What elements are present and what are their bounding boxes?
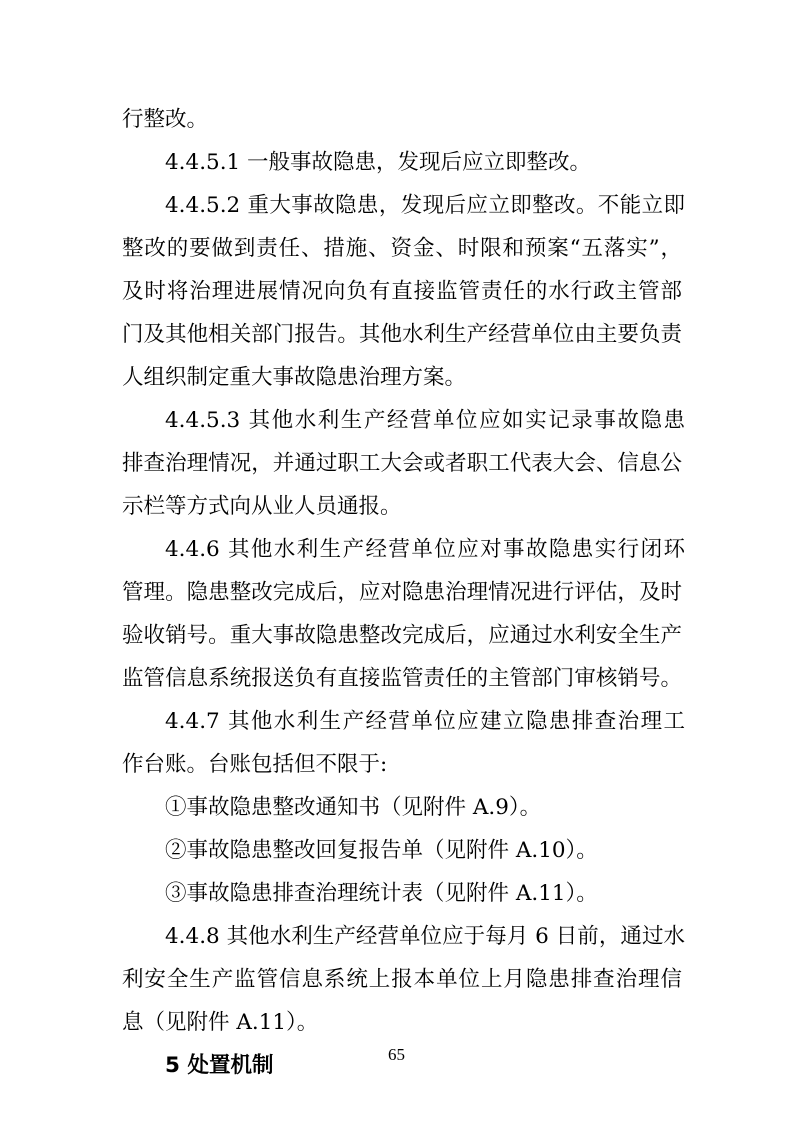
text-line: 管理。隐患整改完成后，应对隐患治理情况进行评估，及时 bbox=[122, 580, 682, 605]
page-number: 65 bbox=[388, 1045, 405, 1064]
text-line: 4.4.5.2 重大事故隐患，发现后应立即整改。不能立即 bbox=[165, 193, 685, 218]
text-line: 排查治理情况，并通过职工大会或者职工代表大会、信息公 bbox=[122, 451, 682, 476]
text-line: 息（见附件 A.11）。 bbox=[122, 1010, 319, 1035]
text-line: 利安全生产监管信息系统上报本单位上月隐患排查治理信 bbox=[122, 967, 682, 992]
text-line: 整改的要做到责任、措施、资金、时限和预案“五落实”， bbox=[122, 236, 682, 261]
text-line: 监管信息系统报送负有直接监管责任的主管部门审核销号。 bbox=[122, 666, 682, 691]
text-line: 4.4.8 其他水利生产经营单位应于每月 6 日前，通过水 bbox=[165, 924, 685, 949]
text-line: 行整改。 bbox=[122, 107, 209, 132]
list-item: ③事故隐患排查治理统计表（见附件 A.11）。 bbox=[165, 881, 598, 906]
text-line: 人组织制定重大事故隐患治理方案。 bbox=[122, 365, 467, 390]
list-item: ②事故隐患整改回复报告单（见附件 A.10）。 bbox=[165, 838, 598, 863]
text-line: 4.4.5.1 一般事故隐患，发现后应立即整改。 bbox=[165, 150, 592, 175]
text-line: 及时将治理进展情况向负有直接监管责任的水行政主管部 bbox=[122, 279, 682, 304]
text-line: 4.4.6 其他水利生产经营单位应对事故隐患实行闭环 bbox=[165, 537, 685, 562]
section-heading: 5 处置机制 bbox=[165, 1053, 274, 1078]
text-line: 4.4.7 其他水利生产经营单位应建立隐患排查治理工 bbox=[165, 709, 685, 734]
text-line: 作台账。台账包括但不限于: bbox=[122, 752, 388, 777]
list-item: ①事故隐患整改通知书（见附件 A.9）。 bbox=[165, 795, 542, 820]
text-line: 示栏等方式向从业人员通报。 bbox=[122, 494, 402, 519]
text-line: 4.4.5.3 其他水利生产经营单位应如实记录事故隐患 bbox=[165, 408, 685, 433]
text-line: 验收销号。重大事故隐患整改完成后，应通过水利安全生产 bbox=[122, 623, 682, 648]
text-line: 门及其他相关部门报告。其他水利生产经营单位由主要负责 bbox=[122, 322, 682, 347]
